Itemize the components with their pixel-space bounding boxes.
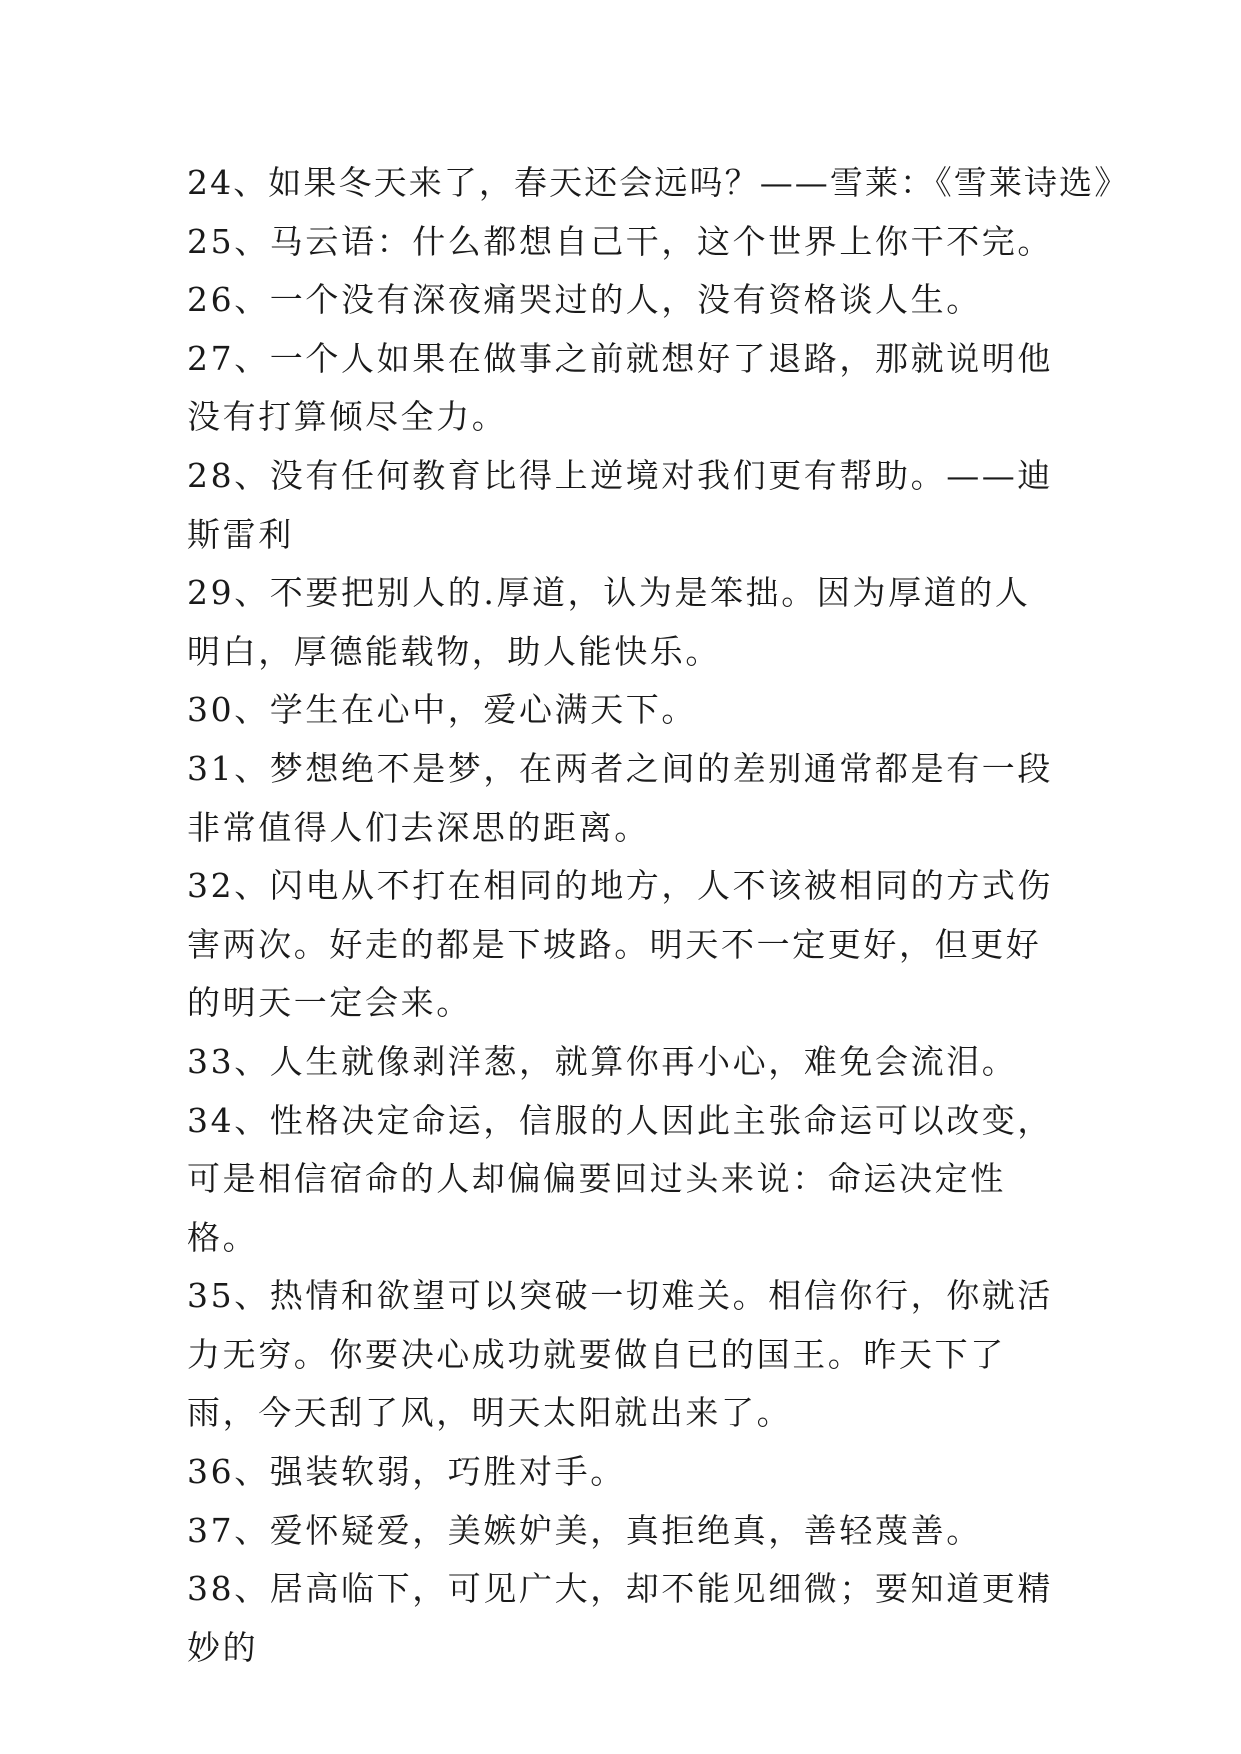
quote-entry-29: 29、不要把别人的.厚道，认为是笨拙。因为厚道的人明白，厚德能载物，助人能快乐。 [187, 573, 1031, 671]
quote-entry-38: 38、居高临下，可见广大，却不能见细微；要知道更精妙的 [187, 1569, 1053, 1667]
quote-entry-28: 28、没有任何教育比得上逆境对我们更有帮助。——迪斯雷利 [187, 455, 1053, 554]
quote-entry-34: 34、性格决定命运，信服的人因此主张命运可以改变，可是相信宿命的人却偏偏要回过头来说：命运决定性格。 [187, 1100, 1053, 1257]
quote-entry-27: 27、一个人如果在做事之前就想好了退路，那就说明他没有打算倾尽全力。 [187, 338, 1053, 437]
quote-entry-31: 31、梦想绝不是梦，在两者之间的差别通常都是有一段非常值得人们去深思的距离。 [187, 748, 1053, 847]
quote-entry-30: 30、学生在心中，爱心满天下。 [187, 690, 697, 730]
quote-entry-24: 24、如果冬天来了，春天还会远吗？——雪莱：《雪莱诗选》 [187, 163, 1130, 202]
quote-entry-26: 26、一个没有深夜痛哭过的人，没有资格谈人生。 [187, 280, 982, 320]
quote-entry-37: 37、爱怀疑爱，美嫉妒美，真拒绝真，善轻蔑善。 [187, 1510, 982, 1550]
quote-entry-25: 25、马云语：什么都想自己干，这个世界上你干不完。 [187, 221, 1053, 261]
quote-entry-33: 33、人生就像剥洋葱，就算你再小心，难免会流泪。 [187, 1041, 1018, 1081]
quote-entry-32: 32、闪电从不打在相同的地方，人不该被相同的方式伤害两次。好走的都是下坡路。明天不一定更好，但更好的明天一定会来。 [187, 866, 1053, 1023]
quote-entry-36: 36、强装软弱，巧胜对手。 [187, 1452, 626, 1492]
quote-entry-35: 35、热情和欲望可以突破一切难关。相信你行，你就活力无穷。你要决心成功就要做自已的国王。昨天下了雨，今天刮了风，明天太阳就出来了。 [187, 1276, 1053, 1433]
document-body [187, 154, 1130, 1677]
